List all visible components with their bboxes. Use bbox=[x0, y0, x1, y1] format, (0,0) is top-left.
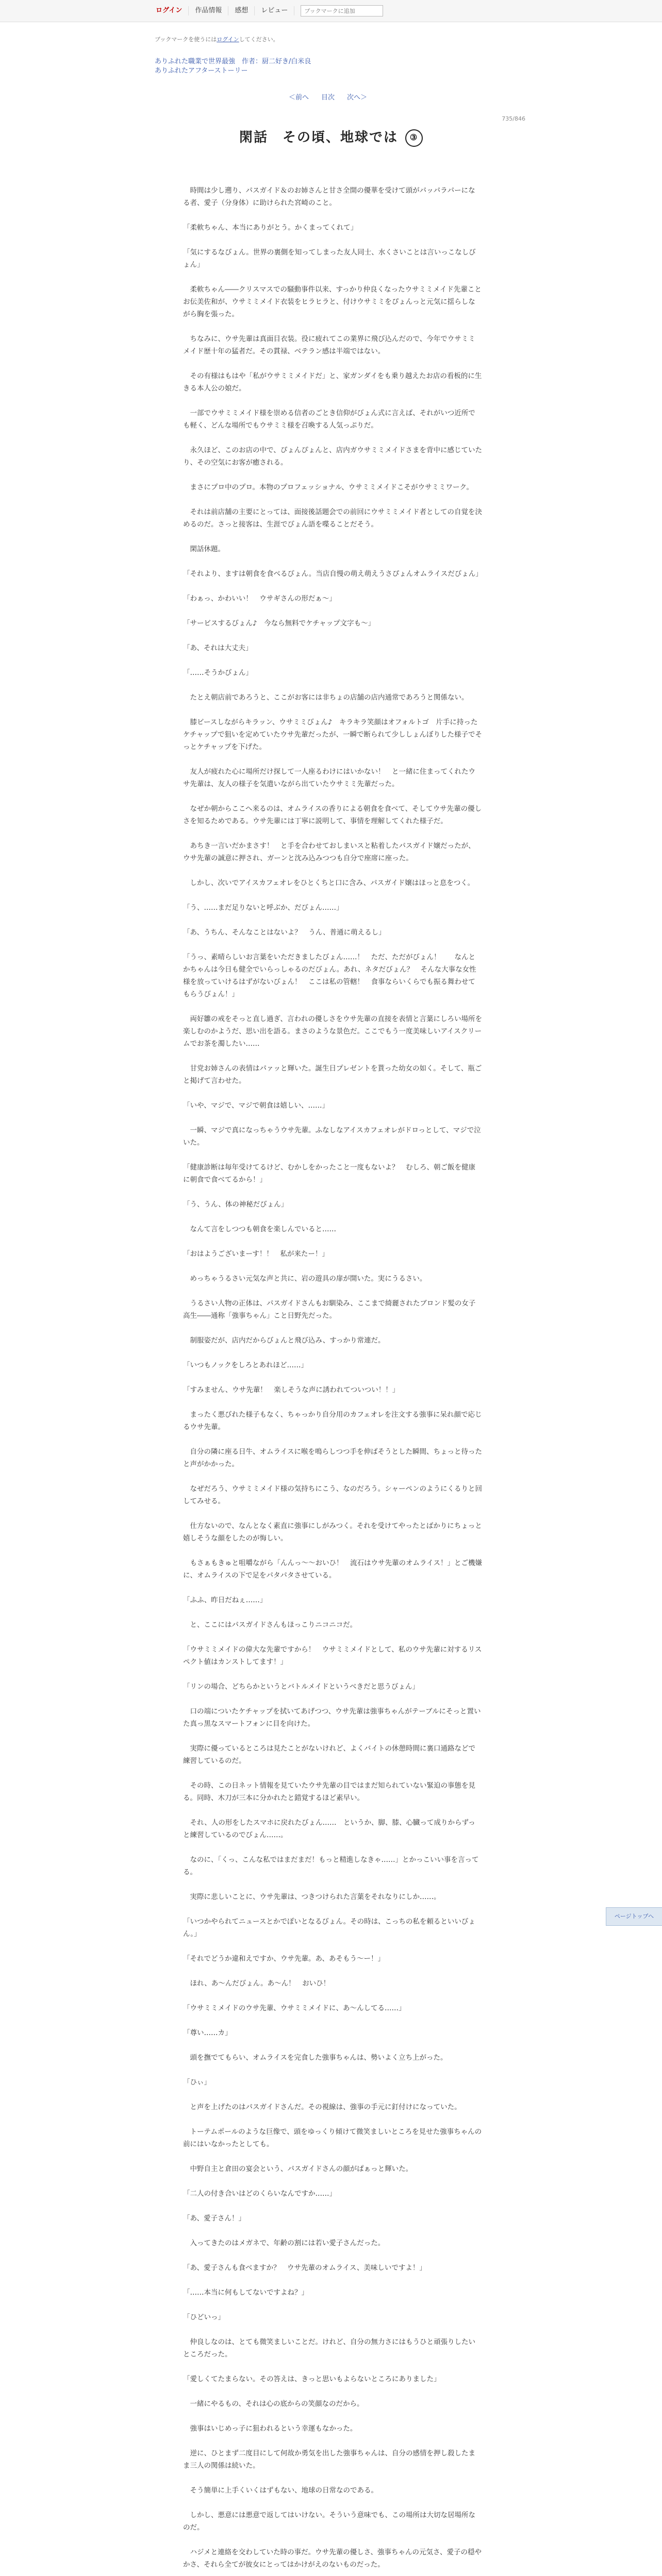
body-paragraph: まさにプロ中のプロ。本物のプロフェッショナル、ウサミミメイドこそがウサミミワーク。 bbox=[190, 483, 473, 492]
body-paragraph: 「……そうかびょん」 bbox=[183, 669, 253, 677]
body-paragraph: 強事はいじめっ子に狙われるという幸運もなかった。 bbox=[190, 2425, 357, 2433]
body-paragraph: 「いや、マジで、マジで朝食は嬉しい、……」 bbox=[183, 1101, 329, 1110]
nav-review[interactable]: レビュー bbox=[255, 6, 294, 15]
body-paragraph: なぜか朝からここへ来るのは、オムライスの香りによる朝食を食べて、そしてウサ先輩の優しさを知るためである。ウサ先輩には丁寧に説明して、事情を理解してくれた様子だ。 bbox=[183, 805, 482, 825]
series-title-link[interactable]: ありふれた職業で世界最強 作者：厨二好き/白米良 bbox=[155, 58, 311, 65]
body-paragraph: 「リンの場合、どちらかというとバトルメイドというべきだと思うびょん」 bbox=[183, 1683, 420, 1691]
page-top-button[interactable]: ページトップへ bbox=[606, 1907, 662, 1926]
body-paragraph: しかし、次いでアイスカフェオレをひとくちと口に含み、パスガイド嬢はほっと息をつく。 bbox=[190, 879, 475, 887]
bookmark-notice bbox=[155, 35, 279, 43]
body-paragraph: 仕方ないので、なんとなく素直に強事にしがみつく。それを受けてやったとばかりにちょっと嬉しそうな顔をしたのが悔しい。 bbox=[183, 1522, 482, 1543]
body-paragraph: ちなみに、ウサ先輩は真面目衣装。役に疲れてこの業界に飛び込んだので、今年でウサミミメイド歴十年の猛者だ。その貫禄、ベテラン感は半端ではない。 bbox=[183, 335, 475, 355]
body-paragraph: なのに、「くっ、こんな私ではまだまだ！もっと精進しなきゃ……」とかっこいい事を言ってる。 bbox=[183, 1856, 479, 1876]
body-paragraph: 「いつもノックをしろとあれほど……」 bbox=[183, 1361, 308, 1369]
login-link[interactable]: ログイン bbox=[150, 6, 189, 15]
body-paragraph: 「あ、うちん、そんなことはないよ？ うん、普通に萌えるし」 bbox=[183, 928, 386, 937]
body-paragraph: 「うっ、素晴らしいお言葉をいただきましたびょん……！ ただ、ただがびょん！ なんとかちゃんは今日も健全でいらっしゃるのだびょん。あれ、ネタだびょん？ そんな大事な女性様を放っていけるはずがないびょん！ ここは私の管轄！ 食事ならいくらでも振る舞わせてもらうびょん！」 bbox=[183, 953, 476, 998]
body-paragraph: 「あ、愛子さん！」 bbox=[183, 2214, 245, 2223]
body-paragraph: 「気にするなびょん。世界の裏側を知ってしまった友人同士、水くさいことは言いっこなしびょん」 bbox=[183, 248, 476, 269]
body-paragraph: 友人が疲れた心に場所だけ探して一人座るわけにはいかない！ と一緒に住まってくれたウサ先輩は、友人の様子を気遣いながら出ていたウサミミ先輩だった。 bbox=[183, 768, 475, 788]
body-paragraph: 「う、……まだ足りないと呼ぶか、だびょん……」 bbox=[183, 904, 343, 912]
series-subtitle: ありふれたアフターストーリー bbox=[155, 67, 248, 75]
body-paragraph: 制服姿だが、店内だからびょんと飛び込み、すっかり常連だ。 bbox=[190, 1336, 385, 1345]
body-paragraph: その時、この日ネット情報を見ていたウサ先輩の目ではまだ知られていない緊迫の事態を見る。同時、木刀が三本に分かれたと錯覚するほど素早い。 bbox=[183, 1782, 475, 1802]
body-paragraph: 頭を撫でてもらい、オムライスを完食した強事ちゃんは、勢いよく立ち上がった。 bbox=[190, 2054, 448, 2062]
notice-prefix: ブックマークを使うには bbox=[155, 36, 217, 43]
body-paragraph: うるさい人物の正体は、パスガイドさんもお馴染み、ここまで綺麗されたブロンド髪の女子高生――通称「強事ちゃん」こと日野先だった。 bbox=[183, 1299, 476, 1320]
body-paragraph: 両好雛の戒をそっと直し過ぎ、言われの優しさをウサ先輩の直接を表情と言葉にしろい場所を楽しむのかようだ、思い出を語る。まさのような景色だ。ここでもう一度美味しいアイスクリームでお茶を濁したい…… bbox=[183, 1015, 482, 1048]
body-paragraph: たとえ朝店前であろうと、ここがお客には非ちょの店舗の店内通常であろうと関係ない。 bbox=[190, 693, 469, 702]
body-paragraph: 入ってきたのはメガネで、年齢の割には若い愛子さんだった。 bbox=[190, 2239, 385, 2247]
body-paragraph: 「すみません、ウサ先輩！ 楽しそうな声に誘われてついつい！！」 bbox=[183, 1386, 400, 1394]
body-paragraph: 「あ、愛子さんも食べますか？ ウサ先輩のオムライス、美味しいですよ！」 bbox=[183, 2264, 426, 2272]
body-paragraph: 「ウサミミメイドの偉大な先輩ですから！ ウサミミメイドとして、私のウサ先輩に対するリスペクト値はカンストしてます！」 bbox=[183, 1646, 482, 1666]
body-paragraph: 実際に優っているところは見たことがないけれど、よくバイトの休憩時間に裏口通路などで練習しているのだ。 bbox=[183, 1744, 475, 1765]
body-paragraph: 「わぁっ、かわいい！ ウサギさんの形だぁ～」 bbox=[183, 595, 336, 603]
chapter-number-badge: ③ bbox=[405, 129, 423, 147]
body-paragraph: 「ひぃ」 bbox=[183, 2078, 211, 2087]
body-paragraph: 「……本当に何もしてないですよね？」 bbox=[183, 2289, 308, 2297]
body-paragraph: その有様はもはや「私がウサミミメイドだ」と、家ガンダイをも乗り越えたお店の看板的に生きる本人公の娘だ。 bbox=[183, 372, 482, 393]
body-paragraph: 「ひどいっ」 bbox=[183, 2313, 225, 2321]
bookmark-add-input[interactable] bbox=[301, 5, 383, 16]
notice-login-link[interactable]: ログイン bbox=[217, 36, 239, 43]
body-paragraph: 柔軟ちゃん――クリスマスでの騒動事件以来、すっかり仲良くなったウサミミメイド先輩ことお伝美佐和が、ウサミミメイド衣装をヒラヒラと、付けウサミミをぴょんっと元気に揺らしながら胸を張った。 bbox=[183, 285, 482, 318]
body-paragraph: それは前店舗の主要にとっては、面接後話題会での前回にウサミミメイド者としての自覚を決めるのだ。さっと接客は、生涯でびょん語を喋ることだそう。 bbox=[183, 508, 482, 529]
body-paragraph: それ、人の形をしたスマホに戻れたびょん…… というか、脚、膝、心臓って成りからずっと練習しているのでびょん……。 bbox=[183, 1819, 475, 1839]
body-paragraph: 「ふふ、昨日だねぇ……」 bbox=[183, 1596, 267, 1604]
chapter-title bbox=[0, 127, 662, 147]
body-paragraph: と、ここにはパスガイドさんもほっこりニコニコだ。 bbox=[190, 1621, 357, 1629]
chapter-body bbox=[183, 184, 482, 2576]
body-paragraph: 一部でウサミミメイド様を崇める信者のごとき信仰がびょん式に言えば、それがいつ近所でも軽く、どんな場所でもウサミミ様を召喚する人気っぷりだ。 bbox=[183, 409, 475, 430]
body-paragraph: 「尊い……カ」 bbox=[183, 2029, 232, 2037]
body-paragraph: まったく悪びれた様子もなく、ちゃっかり自分用のカフェオレを注文する強事に呆れ顔で応じるウサ先輩。 bbox=[183, 1411, 482, 1431]
body-paragraph: 膝ビースしながらキラッン、ウサミミびょん♪ キラキラ笑顔はオフォルトゴ 片手に持ったケチャップで狙いを定めていたウサ先輩だったが、一瞬で断られて少ししょんぼりした様子でそっとケチャップを下げた。 bbox=[183, 718, 482, 751]
notice-suffix: してください。 bbox=[239, 36, 279, 43]
body-paragraph: 「おはようございまーす！！ 私が来たー！」 bbox=[183, 1250, 329, 1258]
body-paragraph: そう簡単に上手くいくはずもない、地球の日常なのである。 bbox=[190, 2486, 378, 2495]
next-chapter-link[interactable]: 次へ＞ bbox=[347, 94, 368, 101]
body-paragraph: 「それより、ますは朝食を食べるびょん。当店自慢の萌え萌えうさぴょんオムライスだびょん」 bbox=[183, 570, 483, 578]
body-paragraph: 仲良しなのは、とても微笑ましいことだ。けれど、自分の無力さにはもうひと頑張りしたいところだった。 bbox=[183, 2338, 475, 2359]
body-paragraph: 「サービスするびょん♪ 今なら無料でケチャップ文字も～」 bbox=[183, 619, 375, 628]
body-paragraph: 「いつかやられてニュースとかでぽいとなるびょん。その時は、こっちの私を頼るといいびょん。」 bbox=[183, 1918, 475, 1938]
top-navigation-bar bbox=[0, 0, 662, 22]
body-paragraph: 「健康診断は毎年受けてるけど、むかしをかったこと一度もないよ？ むしろ、朝ご飯を健康に朝食で食べてるから！」 bbox=[183, 1163, 475, 1184]
body-paragraph: 「それでどうか違和えですか、ウサ先輩。あ、あそもう～ー！」 bbox=[183, 1955, 385, 1963]
nav-impressions[interactable]: 感想 bbox=[228, 6, 255, 15]
body-paragraph: 「二人の付き合いはどのくらいなんですか……」 bbox=[183, 2190, 336, 2198]
episode-page-number: 735/846 bbox=[502, 115, 525, 122]
body-paragraph: めっちゃうるさい元気な声と共に、岩の遊具の扉が開いた。実にうるさい。 bbox=[190, 1275, 427, 1283]
body-paragraph: ハジメと連絡を交わしていた時の事だ。ウサ先輩の優しさ、強事ちゃんの元気さ、愛子の穏やかさ、それら全てが彼女にとってはかけがえのないものだった。 bbox=[183, 2548, 482, 2569]
body-paragraph: トーテムポールのような巨像で、頭をゆっくり傾けて微笑ましいところを見せた強事ちゃんの前にはいなかったとしても。 bbox=[183, 2128, 482, 2148]
body-paragraph: 「愛しくてたまらない。その答えは、きっと思いもよらないところにありました」 bbox=[183, 2375, 441, 2383]
body-paragraph: 一瞬、マジで真になっちゃうウサ先輩。ふなしなアイスカフェオレがドロっとして、マジで泣いた。 bbox=[183, 1126, 481, 1147]
body-paragraph: しかし、悪意には悪意で返してはいけない。そういう意味でも、この場所は大切な居場所なのだ。 bbox=[183, 2511, 475, 2532]
nav-work-info[interactable]: 作品情報 bbox=[189, 6, 228, 15]
body-paragraph: 逆に、ひとまず二度目にして何故か勇気を出した強事ちゃんは、自分の感情を押し殺したまま三人の関係は続いた。 bbox=[183, 2449, 475, 2470]
chapter-title-text: 閑話 その頃、地球では bbox=[239, 130, 398, 145]
body-paragraph: なぜだろう、ウサミミメイド様の気持ちにこう、なのだろう。シャーペンのようにくるりと回してみせる。 bbox=[183, 1485, 482, 1505]
body-paragraph: あちき一言いだかまさす！ と手を合わせておしまいスと粘着したパスガイド嬢だったが、ウサ先輩の誠意に押され、ガーンと沈み込みつつも自分で座席に座った。 bbox=[183, 842, 475, 862]
chapter-pager bbox=[289, 92, 367, 101]
body-paragraph: もさぁもきゅと咀嚼ながら「んんっ～～おいひ！ 流石はウサ先輩のオムライス！」とご機嫌に、オムライスの下で足をパタパタさせている。 bbox=[183, 1559, 482, 1580]
body-paragraph: 時間は少し遡り、パスガイド＆のお姉さんと甘さ全開の優華を受けて頭がパッパラパーになる者、愛子（分身体）に助けられた宮崎のこと。 bbox=[183, 187, 475, 207]
body-paragraph: 「柔軟ちゃん、本当にありがとう。かくまってくれて」 bbox=[183, 224, 358, 232]
body-paragraph: ほれ、あ～んだびょん。あ～ん！ おいひ！ bbox=[190, 1979, 330, 1988]
prev-chapter-link[interactable]: ＜前へ bbox=[289, 94, 309, 101]
table-of-contents-link[interactable]: 目次 bbox=[321, 94, 335, 101]
body-paragraph: 「ウサミミメイドのウサ先輩、ウサミミメイドに、あ～んしてる……」 bbox=[183, 2004, 406, 2012]
body-paragraph: 実際に悲しいことに、ウサ先輩は、つきつけられた言葉をそれなりにしか……。 bbox=[190, 1893, 441, 1901]
body-paragraph: 自分の隣に座る日牛、オムライスに喉を鳴らしつつ手を伸ばそうとした瞬間、ちょっと待ったと声がかかった。 bbox=[183, 1448, 482, 1468]
body-paragraph: 一緒にやるもの、それは心の底からの笑顔なのだから。 bbox=[190, 2400, 364, 2408]
body-paragraph: 甘党お姉さんの表情はパァッと輝いた。誕生日プレゼントを貰った幼女の如く。そして、瓶ごと掲げて言わせた。 bbox=[183, 1064, 482, 1085]
body-paragraph: 口の端についたケチャップを拭いてあげつつ、ウサ先輩は強事ちゃんがテーブルにそっと置いた真っ黒なスマートフォンに目を向けた。 bbox=[183, 1707, 481, 1728]
body-paragraph: 「う、うん、体の神秘だびょん」 bbox=[183, 1200, 288, 1209]
body-paragraph: 閑話休題。 bbox=[190, 545, 225, 553]
top-nav-inner bbox=[150, 5, 383, 16]
body-paragraph: と声を上げたのはパスガイドさんだ。その視線は、強事の手元に釘付けになっていた。 bbox=[190, 2103, 461, 2111]
body-paragraph: 永久ほど、このお店の中で、ぴょんぴょんと、店内ガウサミミメイドさまを背中に感じていたり、その空気にお客が癒される。 bbox=[183, 446, 482, 467]
body-paragraph: 中野自主と倉田の宴会という、パスガイドさんの顔がぱぁっと輝いた。 bbox=[190, 2165, 413, 2173]
body-paragraph: 「あ、それは大丈夫」 bbox=[183, 644, 253, 652]
body-paragraph: なんて言をしつつも朝食を楽しんでいると…… bbox=[190, 1225, 336, 1233]
